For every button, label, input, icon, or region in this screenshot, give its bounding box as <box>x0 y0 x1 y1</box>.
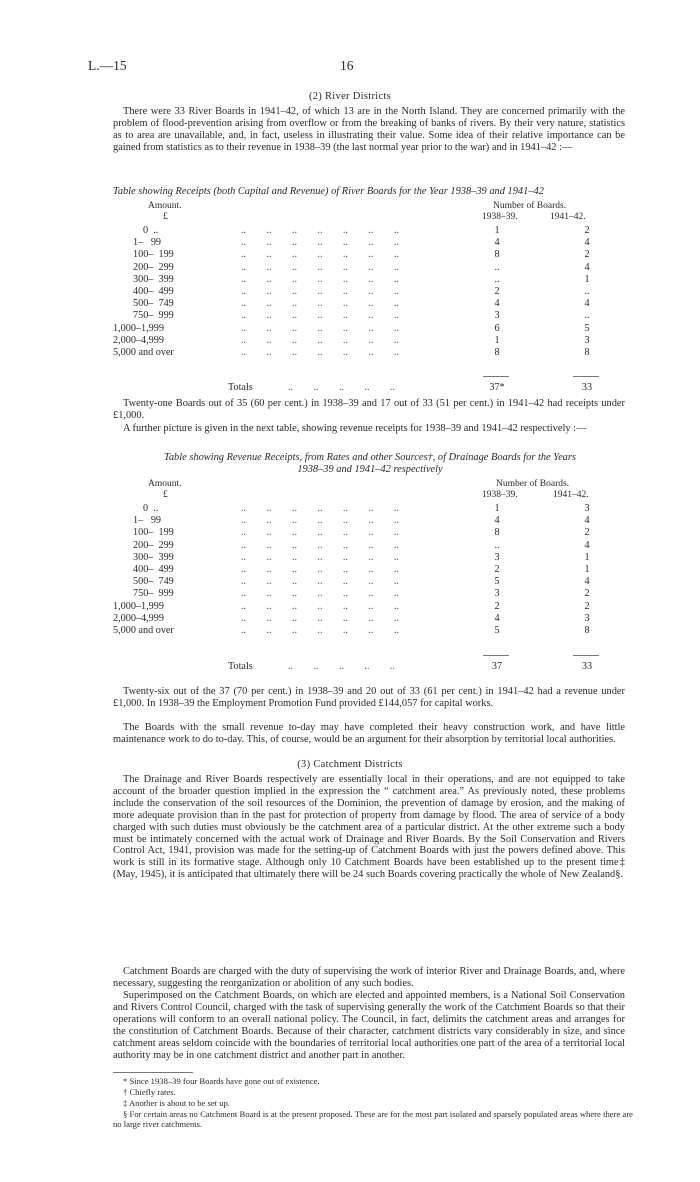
table1-title: Table showing Receipts (both Capital and Revenue) of River Boards for the Year 1938–39 and 1941–42 <box>113 186 544 197</box>
leader-dots: .. .. .. .. .. .. .. <box>241 286 399 297</box>
amount-cell: 200– 299 <box>133 539 174 551</box>
leader-dots: .. .. .. .. .. .. .. <box>241 576 399 588</box>
table-row <box>113 552 633 564</box>
table-row <box>113 274 633 286</box>
total-1938-39: 37* <box>489 382 505 393</box>
amount-cell: 1– 99 <box>133 515 162 527</box>
count-1941-42-cell: 4 <box>584 237 590 249</box>
footnote-double-dagger: ‡ Another is about to be set up. <box>123 1098 230 1108</box>
table-row <box>113 225 633 237</box>
leader-dots: .. .. .. .. .. .. .. <box>241 527 399 539</box>
table-row <box>113 249 633 261</box>
table-row <box>113 503 633 515</box>
count-1941-42-cell: 2 <box>584 527 590 539</box>
table-row <box>113 310 633 322</box>
total-rule <box>483 376 509 377</box>
section-title-river-districts: (2) River Districts <box>308 91 392 102</box>
amount-cell: 100– 199 <box>133 527 174 539</box>
total-1941-42: 33 <box>581 661 593 672</box>
count-1938-39-cell: 4 <box>494 612 500 624</box>
count-1941-42-cell: 8 <box>584 625 590 636</box>
table-row <box>113 564 633 576</box>
count-1938-39-cell: 3 <box>494 310 500 322</box>
leader-dots: .. .. .. .. .. .. .. <box>241 310 399 322</box>
count-1941-42-cell: 2 <box>584 588 590 600</box>
leader-dots: .. .. .. .. .. .. .. <box>241 249 399 261</box>
catchment-paragraph-2: Catchment Boards are charged with the duty of supervising the work of interior River and Drainage Boards, and, where necessary, suggesting the reorganization or abolition of any such bodies. <box>113 966 625 989</box>
leader-dots: .. .. .. .. .. <box>288 382 395 393</box>
paragraph-twenty-one-boards: Twenty-one Boards out of 35 (60 per cent.) in 1938–39 and 17 out of 33 (51 per cent.) in 1941–42 had receipts under £1,000. <box>113 398 625 421</box>
count-1941-42-cell: 4 <box>584 261 590 273</box>
report-code: L.—15 <box>88 58 127 73</box>
number-of-boards-header: Number of Boards. <box>496 479 570 489</box>
table-row <box>113 335 633 347</box>
amount-cell: 2,000–4,999 <box>113 612 164 624</box>
number-of-boards-header: Number of Boards. <box>493 201 567 211</box>
total-rule <box>483 655 509 656</box>
table-row <box>113 323 633 335</box>
count-1941-42-cell: 5 <box>584 322 590 334</box>
currency-label: £ <box>163 212 168 222</box>
table-row <box>113 298 633 310</box>
table-row <box>113 237 633 249</box>
table-row <box>113 347 633 359</box>
amount-cell: 100– 199 <box>133 249 174 261</box>
paragraph-further-picture: A further picture is given in the next table, showing revenue receipts for 1938–39 and 1941–42 respectively :— <box>123 423 587 434</box>
leader-dots: .. .. .. .. .. .. .. <box>241 225 399 236</box>
table-row <box>113 601 633 613</box>
total-rule <box>573 376 599 377</box>
count-1941-42-cell: 2 <box>584 249 590 261</box>
count-1938-39-cell: .. <box>494 273 500 285</box>
count-1941-42-cell: 2 <box>584 600 590 612</box>
paragraph-twenty-six: Twenty-six out of the 37 (70 per cent.) in 1938–39 and 20 out of 33 (61 per cent.) in 1941–42 had a revenue under £1,000. In 1938–39 the Employment Promotion Fund provided £144,057 for capital works. <box>113 686 625 709</box>
amount-cell: 400– 499 <box>133 564 174 575</box>
amount-cell: 0 .. <box>143 225 159 236</box>
paragraph-small-revenue: The Boards with the small revenue to-day may have completed their heavy construction work, and have little maintenance work to do to-day. This, of course, would be an argument for their absorption by territorial local authorities. <box>113 722 625 745</box>
count-1938-39-cell: 1 <box>494 225 500 236</box>
count-1938-39-cell: 2 <box>494 286 500 297</box>
table-row <box>113 540 633 552</box>
count-1938-39-cell: 6 <box>494 322 500 334</box>
total-1941-42: 33 <box>581 382 593 393</box>
count-1938-39-cell: 1 <box>494 503 500 514</box>
count-1941-42-cell: 8 <box>584 347 590 358</box>
leader-dots: .. .. .. .. .. .. .. <box>241 273 399 285</box>
count-1938-39-cell: .. <box>494 539 500 551</box>
leader-dots: .. .. .. .. .. .. .. <box>241 588 399 600</box>
table-row <box>113 262 633 274</box>
totals-label: Totals <box>228 382 253 393</box>
table-row <box>113 286 633 298</box>
amount-cell: 200– 299 <box>133 261 174 273</box>
section-title-catchment-districts: (3) Catchment Districts <box>297 759 403 770</box>
amount-cell: 750– 999 <box>133 310 174 322</box>
leader-dots: .. .. .. .. .. .. .. <box>241 503 399 514</box>
footnote-divider <box>113 1072 193 1073</box>
footnote-section: § For certain areas no Catchment Board is at the present proposed. These are for the most part isolated and sparsely populated areas where there are no large river catchments. <box>113 1109 633 1130</box>
river-districts-paragraph: There were 33 River Boards in 1941–42, of which 13 are in the North Island. They are concerned primarily with the problem of flood-prevention arising from overflow or from the breaking of banks of rivers. By their very nature, statistics as to area are unavailable, and, in fact, useless in illustrating their value. Some idea of their relative importance can be gained from statistics as to their revenue in 1938–39 (the last normal year prior to the war) and in 1941–42 :— <box>113 106 625 153</box>
count-1941-42-cell: 4 <box>584 576 590 588</box>
table-row <box>113 588 633 600</box>
count-1941-42-cell: 1 <box>584 564 590 575</box>
count-1938-39-cell: 3 <box>494 551 500 563</box>
leader-dots: .. .. .. .. .. .. .. <box>241 515 399 527</box>
table-row <box>113 527 633 539</box>
count-1941-42-cell: 1 <box>584 551 590 563</box>
count-1941-42-cell: 4 <box>584 515 590 527</box>
table-row <box>113 515 633 527</box>
total-rule <box>573 655 599 656</box>
year2-header: 1941–42. <box>550 212 586 222</box>
currency-label: £ <box>163 490 168 500</box>
year1-header: 1938–39. <box>482 490 518 500</box>
leader-dots: .. .. .. .. .. .. .. <box>241 625 399 636</box>
table-row <box>113 625 633 637</box>
catchment-paragraph-3: Superimposed on the Catchment Boards, on which are elected and appointed members, is a National Soil Conservation and Rivers Control Council, charged with the task of supervising generally the work of the Catchment Boards so that their operations will conform to an overall national policy. The Council, in fact, delimits the catchment areas and arranges for the constitution of Catchment Boards. Because of their character, catchment districts vary considerably in size, and since catchment areas seldom coincide with the boundaries of territorial local authorities one part of the area of a territorial local authority may be in one catchment district and another part in another. <box>113 990 625 1061</box>
table-row <box>113 576 633 588</box>
count-1941-42-cell: 4 <box>584 298 590 310</box>
totals-label: Totals <box>228 661 253 672</box>
amount-cell: 400– 499 <box>133 286 174 297</box>
footnote-dagger: † Chiefly rates. <box>123 1087 176 1097</box>
leader-dots: .. .. .. .. .. .. .. <box>241 298 399 310</box>
count-1938-39-cell: .. <box>494 261 500 273</box>
amount-cell: 750– 999 <box>133 588 174 600</box>
count-1941-42-cell: 3 <box>584 612 590 624</box>
amount-cell: 1,000–1,999 <box>113 322 164 334</box>
table-row <box>113 613 633 625</box>
leader-dots: .. .. .. .. .. .. .. <box>241 347 399 358</box>
count-1941-42-cell: 2 <box>584 225 590 236</box>
amount-cell: 5,000 and over <box>113 347 174 358</box>
count-1941-42-cell: .. <box>584 310 590 322</box>
footnote-asterisk: * Since 1938–39 four Boards have gone out of existence. <box>123 1076 320 1086</box>
count-1938-39-cell: 5 <box>494 625 500 636</box>
amount-header: Amount. <box>148 479 182 489</box>
count-1938-39-cell: 8 <box>494 249 500 261</box>
leader-dots: .. .. .. .. .. .. .. <box>241 261 399 273</box>
amount-cell: 300– 399 <box>133 273 174 285</box>
leader-dots: .. .. .. .. .. .. .. <box>241 612 399 624</box>
year1-header: 1938–39. <box>482 212 518 222</box>
leader-dots: .. .. .. .. .. .. .. <box>241 322 399 334</box>
amount-cell: 0 .. <box>143 503 159 514</box>
amount-cell: 500– 749 <box>133 576 174 588</box>
count-1938-39-cell: 8 <box>494 347 500 358</box>
year2-header: 1941–42. <box>553 490 589 500</box>
amount-cell: 300– 399 <box>133 551 174 563</box>
leader-dots: .. .. .. .. .. <box>288 661 395 672</box>
totals-row <box>113 382 633 394</box>
leader-dots: .. .. .. .. .. .. .. <box>241 564 399 575</box>
leader-dots: .. .. .. .. .. .. .. <box>241 334 399 346</box>
amount-cell: 500– 749 <box>133 298 174 310</box>
leader-dots: .. .. .. .. .. .. .. <box>241 551 399 563</box>
amount-cell: 1,000–1,999 <box>113 600 164 612</box>
leader-dots: .. .. .. .. .. .. .. <box>241 539 399 551</box>
leader-dots: .. .. .. .. .. .. .. <box>241 600 399 612</box>
amount-cell: 2,000–4,999 <box>113 334 164 346</box>
amount-cell: 5,000 and over <box>113 625 174 636</box>
count-1941-42-cell: .. <box>584 286 590 297</box>
count-1938-39-cell: 3 <box>494 588 500 600</box>
count-1941-42-cell: 3 <box>584 334 590 346</box>
leader-dots: .. .. .. .. .. .. .. <box>241 237 399 249</box>
count-1938-39-cell: 5 <box>494 576 500 588</box>
total-1938-39: 37 <box>491 661 503 672</box>
count-1938-39-cell: 8 <box>494 527 500 539</box>
count-1941-42-cell: 1 <box>584 273 590 285</box>
amount-header: Amount. <box>148 201 182 211</box>
table2-title-line2: 1938–39 and 1941–42 respectively <box>297 464 443 475</box>
totals-row <box>113 661 633 673</box>
table2-title-line1: Table showing Revenue Receipts, from Rates and other Sources†, of Drainage Boards for the Years <box>164 452 576 463</box>
count-1938-39-cell: 1 <box>494 334 500 346</box>
count-1938-39-cell: 2 <box>494 600 500 612</box>
count-1941-42-cell: 4 <box>584 539 590 551</box>
catchment-paragraph-1: The Drainage and River Boards respectively are essentially local in their operations, and are not equipped to take account of the broader question implied in the expression the “ catchment area.” As previously noted, these problems include the conservation of the soil resources of the Dominion, the prevention of damage by erosion, and the making of more adequate provision than in the past for protection of property from damage by flood. The area of service of a body charged with such duties must obviously be the catchment area of a particular district. At the other extreme such a body must be intimately concerned with the actual work of Drainage and River Boards. By the Soil Conservation and Rivers Control Act, 1941, provision was made for the setting-up of Catchment Boards with just the powers defined above. This work is still in its formative stage. Although only 10 Catchment Boards have been established up to the present time‡ (May, 1945), it is anticipated that ultimately there will be 24 such Boards covering practically the whole of New Zealand§. <box>113 774 625 881</box>
count-1938-39-cell: 4 <box>494 298 500 310</box>
page-number: 16 <box>340 58 354 73</box>
count-1938-39-cell: 4 <box>494 515 500 527</box>
count-1938-39-cell: 4 <box>494 237 500 249</box>
amount-cell: 1– 99 <box>133 237 162 249</box>
count-1941-42-cell: 3 <box>584 503 590 514</box>
count-1938-39-cell: 2 <box>494 564 500 575</box>
